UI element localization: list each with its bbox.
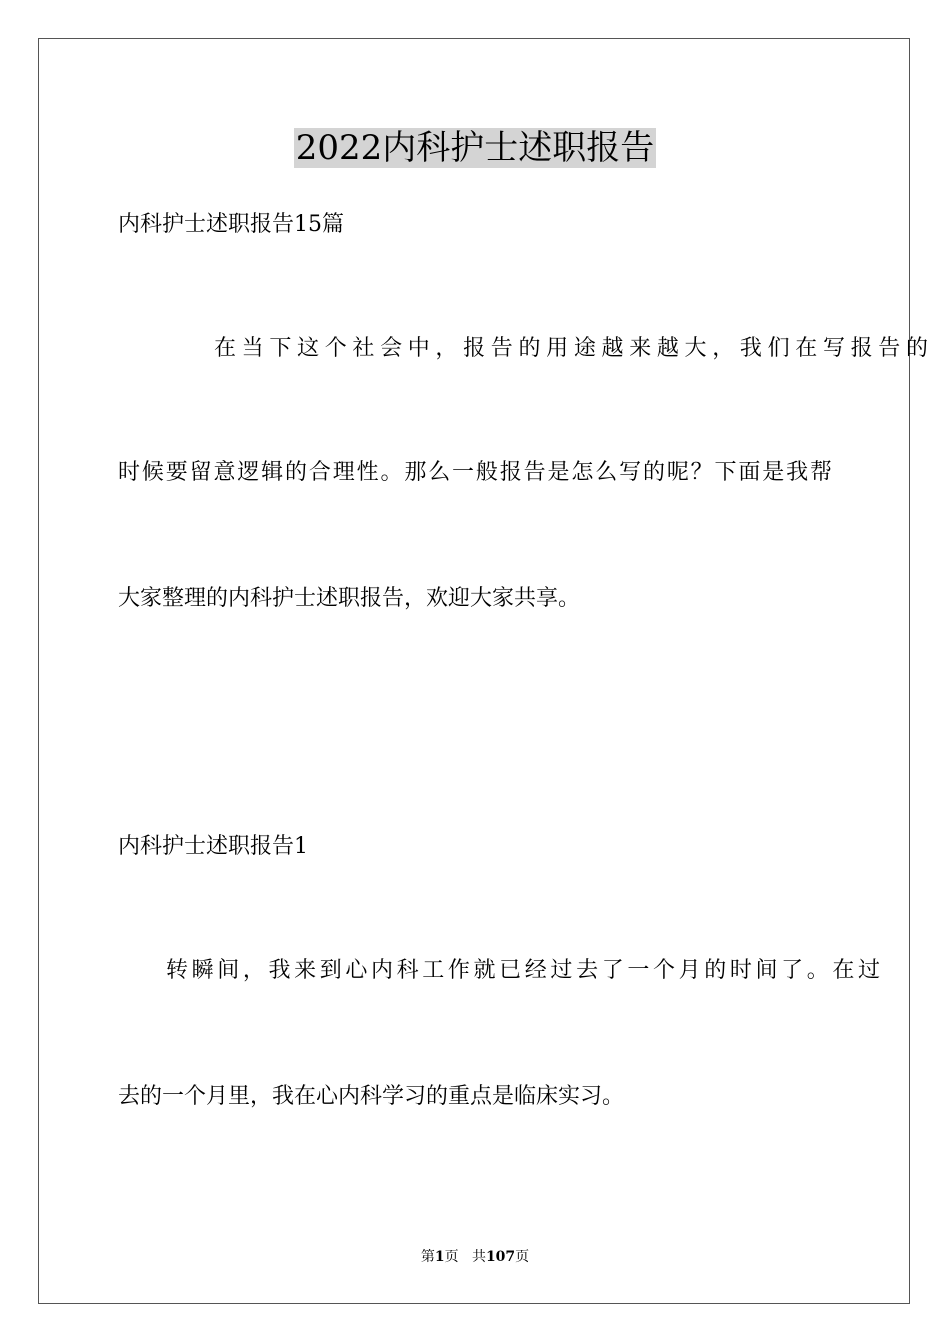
page-footer <box>0 1248 950 1266</box>
section-paragraph-line-1: 转瞬间，我来到心内科工作就已经过去了一个月的时间了。在过 <box>166 958 880 983</box>
intro-paragraph-line-3: 大家整理的内科护士述职报告，欢迎大家共享。 <box>118 586 581 611</box>
footer-total-prefix: 共 <box>471 1249 486 1265</box>
title-container <box>0 128 950 168</box>
section-heading: 内科护士述职报告1 <box>118 834 308 859</box>
footer-total-unit: 页 <box>515 1249 530 1265</box>
section-paragraph-line-2: 去的一个月里，我在心内科学习的重点是临床实习。 <box>118 1084 625 1109</box>
document-subtitle: 内科护士述职报告15篇 <box>118 212 344 237</box>
intro-paragraph-line-2: 时候要留意逻辑的合理性。那么一般报告是怎么写的呢？下面是我帮 <box>118 460 832 485</box>
footer-page-total: 107 <box>485 1249 516 1265</box>
footer-page-unit: 页 <box>444 1249 459 1265</box>
document-title: 2022内科护士述职报告 <box>295 128 655 168</box>
intro-paragraph-line-1: 在当下这个社会中，报告的用途越来越大，我们在写报告的 <box>214 336 928 361</box>
footer-page-prefix: 第 <box>420 1249 435 1265</box>
footer-page-current: 1 <box>434 1249 445 1265</box>
